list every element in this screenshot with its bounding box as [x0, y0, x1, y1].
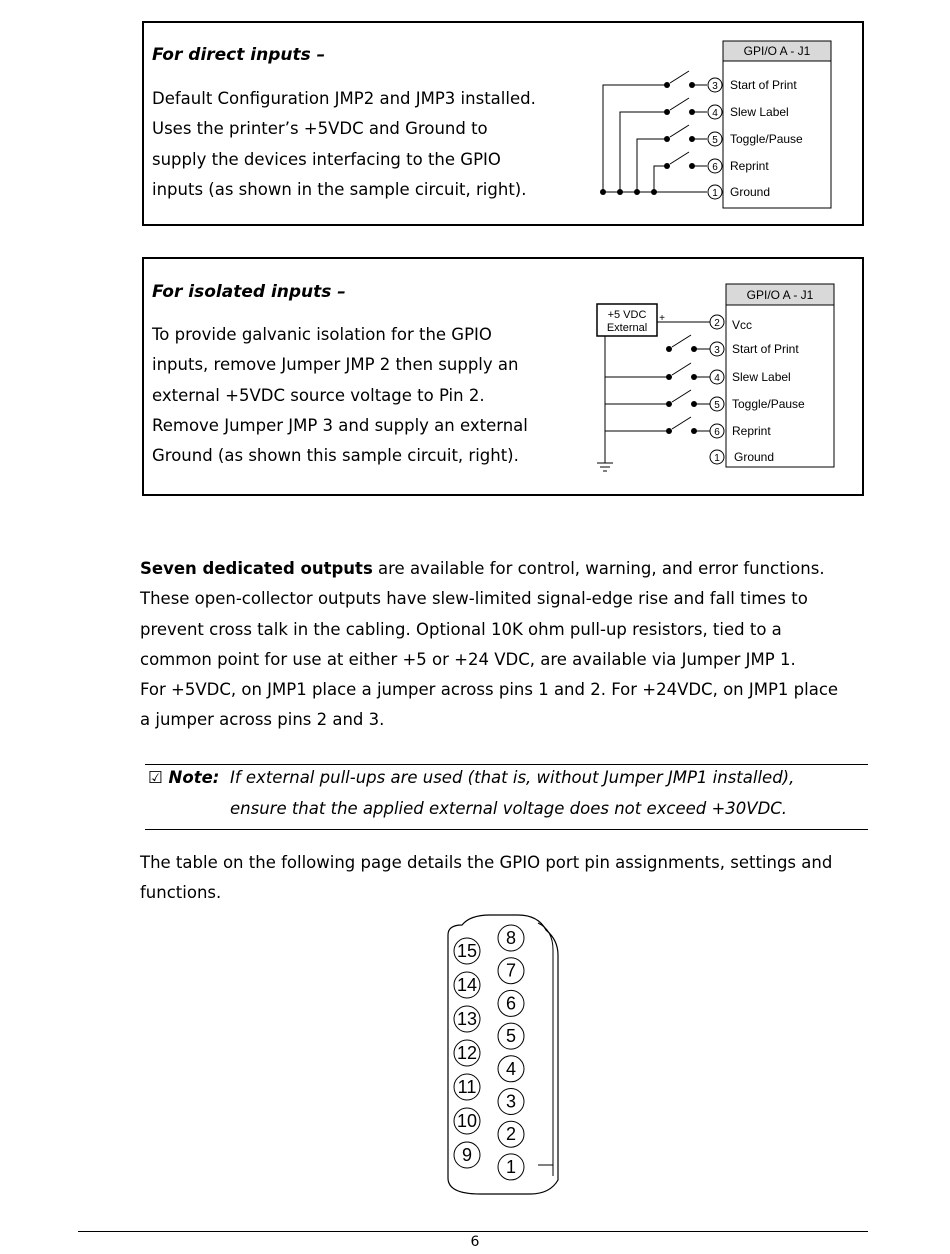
pin-label: Slew Label	[732, 370, 791, 384]
text-line: To provide galvanic isolation for the GPIO	[152, 325, 492, 344]
pin-label: Vcc	[732, 318, 753, 332]
direct-inputs-box	[142, 21, 864, 226]
text-line: common point for use at either +5 or +24 VDC, are available via Jumper JMP 1.	[140, 649, 796, 669]
pin-number: 3	[714, 345, 720, 356]
pin-label: Ground	[734, 450, 775, 464]
text-line: functions.	[140, 883, 222, 903]
text-line: inputs (as shown in the sample circuit, right).	[152, 179, 527, 199]
isolated-inputs-heading: For isolated inputs –	[152, 282, 346, 302]
connector-pin-number: 5	[505, 1026, 517, 1047]
note-divider-bottom	[145, 829, 868, 830]
db15-connector-diagram	[440, 910, 570, 1200]
text-line: Ground (as shown this sample circuit, right).	[152, 446, 519, 466]
text-line: Default Configuration JMP2 and JMP3 installed.	[152, 89, 536, 108]
text-line: external +5VDC source voltage to Pin 2.	[152, 385, 485, 405]
footer-rule	[78, 1231, 868, 1232]
text-line: prevent cross talk in the cabling. Optional 10K ohm pull-up resistors, tied to a	[140, 619, 782, 639]
connector-pin-number: 15	[456, 941, 478, 961]
isolated-inputs-box	[142, 257, 864, 496]
text-line: ensure that the applied external voltage does not exceed +30VDC.	[230, 799, 788, 818]
pin-number: 5	[712, 135, 718, 146]
pin-number: 5	[714, 400, 720, 411]
connector-pin-number: 11	[457, 1077, 477, 1097]
outputs-bold-lead: Seven dedicated outputs	[140, 559, 373, 578]
connector-pin-number: 8	[505, 928, 517, 948]
pin-number: 6	[712, 162, 718, 173]
table-reference-paragraph	[140, 848, 880, 909]
checkbox-icon: ☑	[148, 768, 163, 787]
outputs-line-rest: are available for control, warning, and error functions.	[372, 559, 825, 578]
pin-label: Start of Print	[732, 342, 799, 356]
note-text	[230, 762, 860, 824]
pin-label: Ground	[730, 185, 771, 199]
connector-pin-number: 6	[505, 993, 517, 1014]
text-line: a jumper across pins 2 and 3.	[140, 710, 385, 730]
pin-label: Start of Print	[730, 78, 797, 92]
pin-label: Toggle/Pause	[732, 397, 805, 411]
note-label-text: Note:	[168, 768, 220, 787]
pin-label: Slew Label	[730, 105, 789, 119]
text-line: For +5VDC, on JMP1 place a jumper across pins 1 and 2. For +24VDC, on JMP1 place	[140, 680, 839, 700]
text-line: Remove Jumper JMP 3 and supply an external	[152, 415, 528, 435]
text-line: inputs, remove Jumper JMP 2 then supply an	[152, 355, 519, 375]
pin-number: 2	[714, 318, 720, 329]
plus-sign: +	[659, 313, 665, 324]
pin-number: 6	[714, 427, 720, 438]
connector-pin-number: 14	[456, 975, 478, 995]
connector-pin-number: 9	[461, 1145, 473, 1165]
text-line: Uses the printer’s +5VDC and Ground to	[152, 119, 488, 139]
connector-pin-number: 4	[505, 1058, 517, 1079]
text-line: supply the devices interfacing to the GPIO	[152, 149, 501, 169]
pin-number: 4	[714, 373, 720, 384]
pin-number: 4	[712, 108, 718, 119]
connector-header: GPI/O A - J1	[743, 44, 811, 58]
connector-pin-number: 2	[505, 1124, 517, 1145]
connector-pin-number: 7	[505, 960, 517, 981]
text-line: These open-collector outputs have slew-limited signal-edge rise and fall times to	[140, 589, 808, 609]
pin-number: 1	[714, 453, 720, 464]
text-line	[140, 554, 880, 584]
connector-pin-number: 3	[505, 1091, 517, 1112]
pin-label: Toggle/Pause	[730, 132, 803, 146]
isolated-inputs-circuit-diagram	[144, 259, 861, 493]
connector-header: GPI/O A - J1	[746, 288, 814, 302]
pin-label: Reprint	[732, 424, 771, 438]
outputs-paragraph	[140, 554, 880, 736]
connector-pin-number: 1	[505, 1156, 517, 1177]
note-label	[148, 762, 219, 793]
connector-pin-number: 13	[456, 1009, 478, 1029]
connector-pin-number: 10	[456, 1111, 478, 1131]
pin-number: 3	[712, 81, 718, 92]
direct-inputs-circuit-diagram	[144, 23, 861, 223]
text-line: If external pull-ups are used (that is, without Jumper JMP1 installed),	[230, 768, 795, 787]
pin-label: Reprint	[730, 159, 769, 173]
direct-inputs-heading: For direct inputs –	[152, 45, 326, 65]
text-line: The table on the following page details the GPIO port pin assignments, settings and	[140, 853, 833, 872]
pin-number: 1	[712, 188, 718, 199]
page-number: 6	[470, 1234, 480, 1250]
connector-pin-number: 12	[456, 1043, 478, 1063]
source-label: External	[606, 322, 648, 334]
source-label: +5 VDC	[607, 309, 647, 321]
